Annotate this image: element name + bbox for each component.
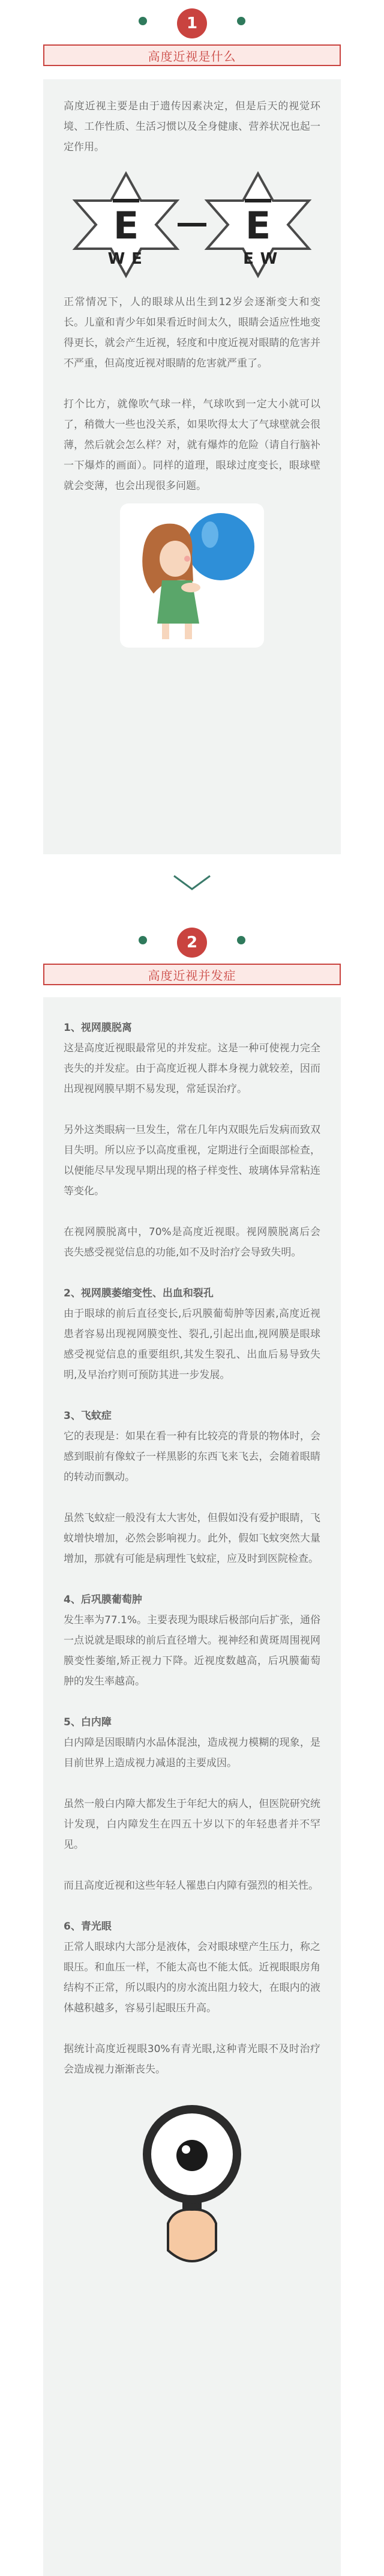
complication-heading: 5、白内障 (64, 1716, 112, 1728)
chart-letter-e: E (131, 250, 142, 268)
section-2-header (0, 919, 384, 985)
paragraph: 虽然飞蚊症一般没有太大害处，但假如没有爱护眼睛，飞蚊增快增加，必然会影响视力。此外，假如飞蚊突然大量增加，那就有可能是病理性飞蚊症，应及时到医院检查。 (64, 1512, 320, 1565)
section-1-panel (43, 79, 341, 854)
complication-heading: 3、飞蚊症 (64, 1410, 112, 1422)
complication-heading: 6、青光眼 (64, 1921, 112, 1933)
chevron-down-divider (0, 870, 384, 894)
chart-letter-e: E (113, 204, 139, 248)
paragraph: 这是高度近视眼最常见的并发症。这是一种可使视力完全丧失的并发症。由于高度近视人群本身视力就较差，因而出现视网膜早期不易发现，常延误治疗。 (64, 1042, 320, 1095)
paragraph: 由于眼球的前后直径变长,后巩膜葡萄肿等因素,高度近视患者容易出现视网膜变性、裂孔,引起出血,视网膜是眼球感受视觉信息的重要组织,其发生裂孔、出血后易导致失明,及早治疗则可预防其进一步发展。 (64, 1308, 320, 1381)
section-number-badge: 2 (177, 928, 207, 958)
green-dot-icon (139, 17, 147, 25)
section-1-header (0, 0, 384, 66)
chart-letter-w: W (107, 250, 125, 268)
chevron-down-icon (168, 870, 216, 894)
complication-block (64, 1916, 320, 2080)
header-decoration (0, 6, 384, 36)
paragraph: 另外这类眼病一旦发生，常在几年内双眼先后发病而致双目失明。所以应予以高度重视，定期进行全面眼部检查，以便能尽早发现早期出现的格子样变性、玻璃体异常粘连等变化。 (64, 1124, 320, 1197)
paragraph: 发生率为77.1%。主要表现为眼球后极部向后扩张，通俗一点说就是眼球的前后直径增大。视神经和黄斑周围视网膜变性萎缩,矫正视力下降。近视度数越高，后巩膜葡萄肿的发生率越高。 (64, 1614, 321, 1687)
chart-letter-e: E (245, 204, 271, 248)
header-decoration (0, 925, 384, 955)
green-dot-icon (237, 17, 245, 25)
magnifier-eye-icon (132, 2100, 252, 2268)
paragraph: 正常情况下，人的眼球从出生到12岁会逐渐变大和变长。儿童和青少年如果看近时间太久，眼睛会适应性地变得更长，就会产生近视，轻度和中度近视对眼睛的危害并不严重，但高度近视对眼睛的危害就严重了。 (64, 296, 320, 369)
complication-heading: 1、视网膜脱离 (64, 1022, 132, 1034)
complication-block (64, 1283, 320, 1385)
section-title-bar (43, 964, 341, 985)
paragraph: 白内障是因眼睛内水晶体混浊，造成视力模糊的现象，是目前世界上造成视力减退的主要成因。 (64, 1737, 320, 1769)
eye-chart-illustration (64, 165, 320, 285)
paragraph: 在视网膜脱离中，70%是高度近视眼。视网膜脱离后会丧失感受视觉信息的功能,如不及时治疗会导致失明。 (64, 1226, 320, 1259)
section-title: 高度近视并发症 (148, 968, 236, 983)
green-dot-icon (139, 936, 147, 944)
section-2-panel (43, 997, 341, 2576)
complication-block (64, 1590, 320, 1692)
paragraph: 打个比方，就像吹气球一样，气球吹到一定大小就可以了，稍微大一些也没关系，如果吹得太大了气球壁就会很薄，然后就会怎么样？对，就有爆炸的危险（请自行脑补一下爆炸的画面）。同样的道理，眼球过度变长，眼球壁就会变薄，也会出现很多问题。 (64, 398, 320, 492)
section-title: 高度近视是什么 (148, 49, 236, 64)
girl-blowing-balloon-icon (120, 503, 264, 648)
magnifier-eye-illustration (64, 2100, 320, 2268)
green-dot-icon (237, 936, 245, 944)
paragraph: 虽然一般白内障大都发生于年纪大的病人，但医院研究统计发现，白内障发生在四五十岁以下的年轻患者并不罕见。 (64, 1798, 320, 1851)
complication-block (64, 1712, 320, 1896)
section-number-badge: 1 (177, 8, 207, 38)
chart-letter-w: W (260, 250, 278, 268)
paragraph: 而且高度近视和这些年轻人罹患白内障有强烈的相关性。 (64, 1880, 319, 1892)
complication-heading: 2、视网膜萎缩变性、出血和裂孔 (64, 1287, 214, 1299)
balloon-illustration (64, 503, 320, 648)
section-title-bar (43, 44, 341, 66)
paragraph: 高度近视主要是由于遗传因素决定，但是后天的视觉环境、工作性质、生活习惯以及全身健康、营养状况也起一定作用。 (64, 100, 320, 153)
complication-block (64, 1018, 320, 1263)
paragraph: 据统计高度近视眼30%有青光眼,这种青光眼不及时治疗会造成视力渐渐丧失。 (64, 2043, 320, 2076)
eye-chart-stars-icon (66, 168, 318, 282)
paragraph: 它的表现是：如果在看一种有比较亮的背景的物体时，会感到眼前有像蚊子一样黑影的东西飞来飞去，会随着眼睛的转动而飘动。 (64, 1430, 320, 1483)
paragraph: 正常人眼球内大部分是液体，会对眼球壁产生压力，称之眼压。和血压一样，不能太高也不能太低。近视眼眼房角结构不正常，所以眼内的房水流出阻力较大，在眼内的液体越积越多，容易引起眼压升高。 (64, 1941, 320, 2014)
chart-letter-e: E (243, 250, 254, 268)
complication-block (64, 1406, 320, 1569)
complication-heading: 4、后巩膜葡萄肿 (64, 1594, 142, 1606)
